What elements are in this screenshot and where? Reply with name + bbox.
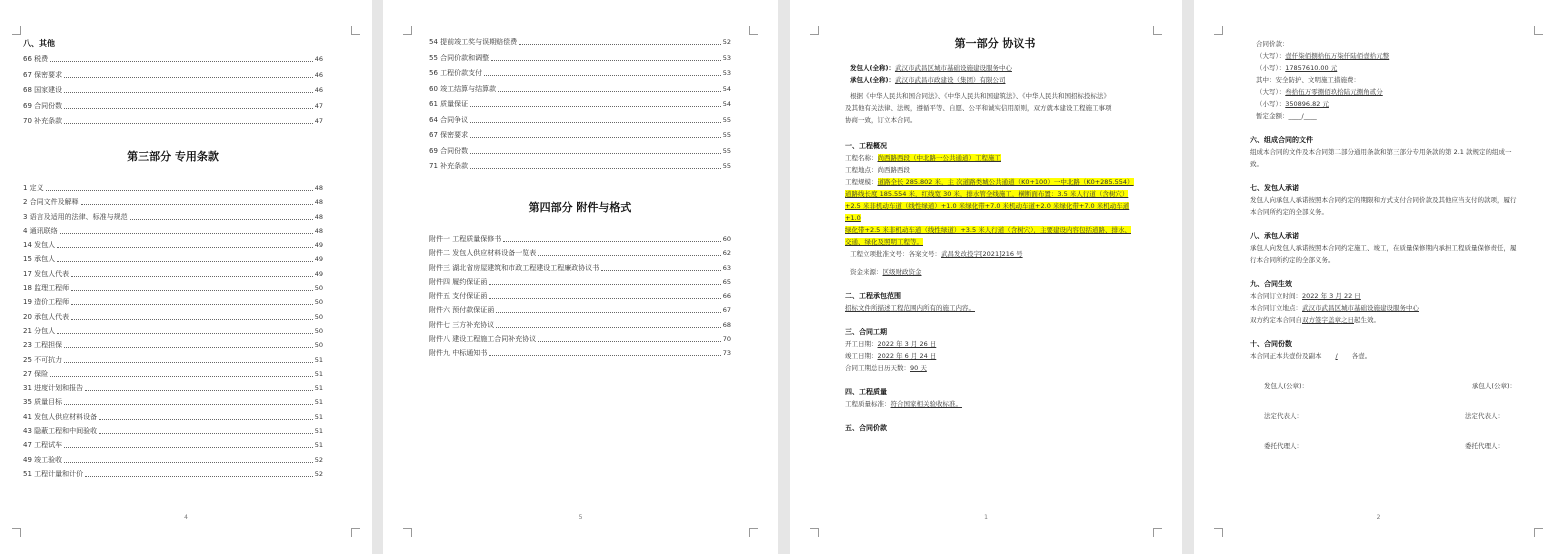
toc-leader: [489, 298, 720, 299]
page-corner-mark: [810, 26, 819, 35]
toc-leader: [470, 137, 721, 138]
toc-entry-label: 附件八 建设工程施工合同补充协议: [429, 335, 537, 344]
toc-entry[interactable]: [23, 227, 323, 236]
toc-entry-label: 43 隐蔽工程和中间验收: [23, 427, 98, 436]
toc-entry-page: 51: [314, 355, 323, 364]
body-text: 发包人向承包人承诺按照本合同约定的期限和方式支付合同价款及其他应当支付的款项，履行: [1250, 196, 1517, 204]
body-text: 行本合同所约定的全部义务。: [1250, 256, 1335, 264]
document-page-4: [0, 0, 372, 554]
toc-entry-label: 68 国家建设: [23, 86, 63, 94]
toc-entry-page: 52: [314, 455, 323, 464]
toc-leader: [64, 362, 313, 363]
section-title: 三、合同工期: [845, 328, 887, 336]
field-label: （大写）：: [1256, 52, 1286, 60]
toc-leader: [130, 219, 313, 220]
toc-entry-page: 62: [722, 249, 731, 258]
field-label: 双方约定本合同自: [1250, 316, 1302, 324]
toc-entry-label: 67 保密要求: [23, 70, 63, 79]
field-label: 工程规模：: [845, 178, 878, 186]
toc-entry[interactable]: [23, 55, 323, 64]
part-title: 第三部分 专用条款: [127, 150, 219, 163]
toc-entry[interactable]: [23, 427, 323, 436]
section-title: 十、合同份数: [1250, 340, 1292, 348]
contractor-label: 承包人(全称)：: [850, 76, 895, 84]
body-text: 承包人向发包人承诺按照本合同约定施工、竣工，在质量保修期内承担工程质量保修责任，履: [1250, 244, 1517, 252]
section-title: 四、工程质量: [845, 388, 887, 396]
toc-entry-page: 49: [314, 241, 323, 250]
section-title: 八、承包人承诺: [1250, 232, 1299, 240]
page-2-body: [1250, 38, 1544, 452]
employer-value: 武汉市武昌区城市基础设施建设服务中心: [894, 64, 1012, 72]
toc-entry[interactable]: [23, 213, 323, 222]
toc-entry-label: 3 语言及适用的法律、标准与规范: [23, 212, 128, 221]
project-scope: 道路全长 285.802 米，主 次道路类城公共通道（K0+100）一中北路（K0+285.554）: [877, 178, 1134, 186]
toc-entry-page: 51: [314, 441, 323, 450]
fund-source: 区级财政资金: [882, 268, 922, 276]
effective-condition: 双方签字盖章之日: [1302, 316, 1354, 324]
toc-entry[interactable]: [429, 278, 731, 287]
contractor-value: 武汉市武昌市政建设（集团）有限公司: [894, 76, 1006, 84]
page-corner-mark: [12, 26, 21, 35]
section-title: 一、工程概况: [845, 142, 887, 150]
page-corner-mark: [1153, 528, 1162, 537]
toc-entry-page: 70: [722, 335, 731, 344]
toc-leader: [470, 122, 721, 123]
page-number: 1: [984, 514, 988, 521]
toc-entry-label: 附件四 履约保证函: [429, 277, 488, 286]
toc-entry-label: 35 质量目标: [23, 398, 63, 407]
toc-entry-page: 73: [722, 349, 731, 358]
contract-price-words: 壹仟柒佰捌拾伍万柒仟陆佰壹拾元整: [1285, 52, 1390, 60]
signature-row: [1250, 410, 1544, 422]
copies-blank: /: [1335, 352, 1338, 360]
project-scope: 绿化带+2.5 米非机动车道（线性绿道）+3.5 米人行道（含树穴），主要建设内容包括道路、排水、: [845, 226, 1131, 234]
safety-fee-number: 350896.82 元: [1285, 100, 1329, 108]
toc-entry-label: 18 监理工程师: [23, 284, 70, 293]
toc-entry-page: 51: [314, 384, 323, 393]
toc-entry-label: 47 工程试车: [23, 441, 63, 450]
toc-leader: [498, 91, 721, 92]
toc-entry-label: 17 发包人代表: [23, 269, 70, 278]
toc-leader: [496, 312, 720, 313]
toc-entry[interactable]: [429, 335, 731, 344]
signing-date: 2022 年 3 月 22 日: [1302, 292, 1361, 300]
project-location: 工程地点：尚西路西段: [845, 166, 910, 174]
toc-entry-label: 附件三 湖北省房屋建筑和市政工程建设工程廉政协议书: [429, 263, 600, 272]
toc-entry[interactable]: [23, 470, 323, 479]
toc-leader: [71, 276, 313, 277]
toc-leader: [519, 44, 721, 45]
toc-entry-label: 69 合同份数: [23, 101, 63, 110]
toc-entry-page: 55: [722, 131, 731, 139]
toc-entry-label: 23 工程担保: [23, 341, 63, 350]
toc-entry[interactable]: [23, 441, 323, 450]
body-text: 本合同所约定的全部义务。: [1250, 208, 1328, 216]
toc-entry[interactable]: [23, 198, 323, 207]
toc-entry[interactable]: [429, 38, 731, 47]
toc-leader: [538, 255, 720, 256]
toc-entry-page: 55: [722, 115, 731, 124]
page-corner-mark: [1534, 26, 1543, 35]
preamble-line: 协商一致，订立本合同。: [845, 116, 917, 124]
contractor-seal-label: 承包人(公章)：: [1471, 382, 1516, 390]
toc-leader: [99, 433, 313, 434]
safety-fee-words: 叁拾伍万零捌佰玖拾陆元捌角贰分: [1285, 88, 1383, 96]
field-label: （小写）：: [1256, 64, 1286, 72]
toc-entry[interactable]: [429, 349, 731, 358]
toc-leader: [85, 476, 313, 477]
section-title: 二、工程承包范围: [845, 292, 901, 300]
body-text: 本合同正本共壹份及副本: [1250, 352, 1322, 360]
toc-entry-page: 52: [314, 469, 323, 478]
toc-entry-label: 49 竣工验收: [23, 455, 63, 464]
toc-leader: [491, 60, 721, 61]
toc-entry-label: 19 造价工程师: [23, 298, 70, 307]
toc-entry-label: 4 通讯联络: [23, 226, 58, 235]
toc-leader: [50, 61, 313, 62]
field-label: 工程名称：: [845, 154, 878, 162]
toc-entry[interactable]: [23, 255, 323, 264]
toc-entry[interactable]: [23, 341, 323, 350]
toc-leader: [64, 77, 313, 78]
toc-entry-label: 14 发包人: [23, 241, 56, 250]
employer-label: 发包人(全称)：: [850, 64, 895, 72]
field-label: 工程立项批准文号：各案文号：: [850, 250, 941, 258]
toc-list: [429, 38, 731, 171]
toc-leader: [60, 233, 313, 234]
toc-entry-page: 50: [314, 312, 323, 321]
toc-entry[interactable]: [429, 147, 731, 156]
toc-leader: [46, 190, 313, 191]
toc-entry-label: 20 承包人代表: [23, 312, 70, 321]
toc-entry-label: 60 竣工结算与结算款: [429, 84, 497, 93]
toc-entry-label: 25 不可抗力: [23, 355, 63, 364]
page-1-body: [845, 38, 1145, 434]
toc-entry-page: 48: [314, 226, 323, 235]
signature-row: [1250, 440, 1544, 452]
part-title: 第四部分 附件与格式: [528, 201, 632, 214]
toc-entry[interactable]: [23, 413, 323, 422]
section-title: 九、合同生效: [1250, 280, 1292, 288]
toc-entry[interactable]: [23, 184, 323, 193]
toc-entry[interactable]: [429, 235, 731, 244]
toc-entry[interactable]: [429, 85, 731, 94]
body-text: 组成本合同的文件及本合同第二部分通用条款和第三部分专用条款的第 2.1 款规定的组成一: [1250, 148, 1512, 156]
body-text: 致。: [1250, 160, 1263, 168]
toc-entry[interactable]: [429, 292, 731, 301]
toc-entry-page: 65: [722, 277, 731, 286]
toc-entry-page: 63: [722, 263, 731, 272]
page-corner-mark: [12, 528, 21, 537]
toc-leader: [57, 247, 313, 248]
field-label: 资金来源：: [850, 268, 883, 276]
toc-entry-page: 48: [314, 198, 323, 207]
toc-entry-label: 15 承包人: [23, 255, 56, 264]
page-corner-mark: [351, 528, 360, 537]
toc-entry[interactable]: [23, 456, 323, 465]
toc-leader: [601, 270, 720, 271]
body-text: 各壹。: [1351, 352, 1372, 360]
toc-entry[interactable]: [429, 100, 731, 109]
document-page-5: [383, 0, 778, 554]
toc-entry[interactable]: [23, 398, 323, 407]
document-page-1: [790, 0, 1182, 554]
toc-leader: [57, 333, 313, 334]
toc-entry-label: 71 补充条款: [429, 162, 469, 170]
toc-entry-page: 53: [722, 69, 731, 77]
toc-entry-page: 48: [314, 212, 323, 221]
toc-entry-page: 50: [314, 341, 323, 350]
field-label: 其中：安全防护、文明施工措施费：: [1256, 76, 1360, 84]
toc-entry-page: 51: [314, 427, 323, 436]
preamble-line: 及其他有关法律、法规，遵循平等、自愿、公平和诚实信用原则，双方就本建设工程施工事项: [845, 104, 1112, 112]
field-tail: 起生效。: [1354, 316, 1380, 324]
start-date: 2022 年 3 月 26 日: [877, 340, 937, 348]
page-corner-mark: [351, 26, 360, 35]
section-title: 五、合同价款: [845, 424, 887, 432]
preamble-line: 根据《中华人民共和国合同法》、《中华人民共和国建筑法》、《中华人民共和国招标投标法》: [850, 92, 1110, 100]
toc-entry-page: 49: [314, 255, 323, 264]
field-label: 开工日期：: [845, 340, 878, 348]
toc-entry-page: 60: [722, 235, 731, 243]
contract-price-number: 17857610.00 元: [1285, 64, 1338, 72]
page-corner-mark: [1534, 528, 1543, 537]
toc-entry[interactable]: [23, 370, 323, 379]
page-5-body: [429, 38, 731, 364]
field-label: 合同价款：: [1256, 40, 1289, 48]
toc-leader: [470, 153, 721, 154]
toc-entry-label: 55 合同价款和调整: [429, 53, 490, 62]
toc-entry[interactable]: [429, 249, 731, 258]
toc-entry-label: 27 保险: [23, 369, 49, 378]
page-corner-mark: [749, 26, 758, 35]
page-corner-mark: [1153, 26, 1162, 35]
page-number: 4: [184, 514, 188, 521]
toc-entry-page: 68: [722, 320, 731, 329]
agent-label: 委托代理人：: [1264, 442, 1303, 450]
toc-entry-label: 41 发包人供应材料设备: [23, 412, 98, 421]
toc-entry-page: 67: [722, 306, 731, 315]
toc-leader: [71, 304, 313, 305]
part-title: 第一部分 协议书: [954, 37, 1036, 50]
toc-entry[interactable]: [429, 116, 731, 125]
employer-seal-label: 发包人(公章)：: [1264, 382, 1309, 390]
page-number: 5: [578, 514, 583, 521]
toc-entry-page: 50: [314, 298, 323, 307]
toc-entry-label: 66 税费: [23, 55, 49, 63]
page-corner-mark: [403, 26, 412, 35]
toc-entry-label: 附件九 中标通知书: [429, 349, 488, 358]
legal-rep-label: 法定代表人：: [1264, 412, 1303, 420]
page-corner-mark: [810, 528, 819, 537]
field-label: 暂定金额：: [1256, 112, 1289, 120]
toc-entry-page: 49: [314, 269, 323, 278]
toc-entry-label: 附件二 发包人供应材料设备一览表: [429, 249, 537, 258]
page-corner-mark: [403, 528, 412, 537]
toc-entry-page: 51: [314, 369, 323, 378]
toc-leader: [99, 419, 313, 420]
toc-entry[interactable]: [23, 313, 323, 322]
page-corner-mark: [1214, 528, 1223, 537]
toc-entry-page: 47: [314, 101, 323, 110]
toc-leader: [57, 261, 313, 262]
toc-entry[interactable]: [429, 321, 731, 330]
toc-entry[interactable]: [23, 102, 323, 111]
toc-entry[interactable]: [23, 270, 323, 279]
toc-entry-page: 54: [722, 84, 731, 93]
toc-leader: [64, 123, 313, 124]
toc-leader: [489, 355, 720, 356]
document-page-2: [1194, 0, 1563, 554]
field-label: 本合同订立地点：: [1250, 304, 1302, 312]
toc-entry-label: 56 工程价款支付: [429, 69, 483, 77]
toc-entry-page: 50: [314, 326, 323, 335]
toc-entry[interactable]: [23, 284, 323, 293]
provisional-amount: ____/____: [1288, 112, 1317, 120]
field-label: （大写）：: [1256, 88, 1286, 96]
toc-leader: [503, 241, 720, 242]
quality-standard: 符合国家相关验收标准。: [890, 400, 962, 408]
toc-entry[interactable]: [429, 306, 731, 315]
agent-label: 委托代理人：: [1465, 442, 1504, 450]
toc-leader: [64, 92, 313, 93]
approval-number: 武昌发改投字[2021]216 号: [941, 250, 1023, 258]
toc-list: [23, 184, 323, 479]
section-title: 七、发包人承诺: [1250, 184, 1299, 192]
page-corner-mark: [1214, 26, 1223, 35]
toc-leader: [64, 347, 313, 348]
toc-leader: [85, 390, 313, 391]
toc-leader: [64, 462, 313, 463]
toc-entry-label: 21 分包人: [23, 326, 56, 335]
toc-entry[interactable]: [23, 117, 323, 126]
toc-entry-label: 1 定义: [23, 184, 44, 192]
toc-entry[interactable]: [23, 71, 323, 80]
toc-list: [23, 55, 323, 126]
project-scope: 交通、绿化及照明工程等。: [845, 238, 923, 246]
section-title: 六、组成合同的文件: [1250, 136, 1313, 144]
toc-entry[interactable]: [429, 264, 731, 273]
scope-text: 招标文件所描述工程范围内所有的施工内容。: [845, 304, 975, 312]
toc-leader: [64, 404, 313, 405]
toc-entry-page: 46: [314, 86, 323, 94]
toc-entry-page: 51: [314, 398, 323, 407]
toc-entry-label: 附件一 工程质量保修书: [429, 235, 502, 243]
toc-entry[interactable]: [429, 131, 731, 140]
toc-list: [429, 235, 731, 358]
toc-entry-page: 47: [314, 117, 323, 125]
toc-entry[interactable]: [429, 54, 731, 63]
toc-leader: [71, 319, 313, 320]
field-label: 工程质量标准：: [845, 400, 891, 408]
toc-entry-label: 2 合同文件及解释: [23, 198, 79, 207]
field-label: 合同工期总日历天数：: [845, 364, 910, 372]
page-4-body: [23, 38, 323, 484]
signature-row: [1250, 380, 1544, 392]
toc-entry-page: 54: [722, 100, 731, 108]
toc-entry-page: 66: [722, 292, 731, 301]
toc-entry-page: 51: [314, 412, 323, 421]
page-number: 2: [1376, 514, 1381, 521]
toc-leader: [81, 204, 313, 205]
toc-leader: [71, 290, 313, 291]
toc-entry-page: 55: [722, 162, 731, 170]
toc-leader: [484, 75, 721, 76]
project-scope: 道路线长度 185.554 米，红线宽 30 米，排水管全线施工，横断面布置：3.5 米人行道（含树穴）: [845, 190, 1129, 198]
toc-entry-label: 51 工程计量和计价: [23, 469, 84, 478]
toc-entry-label: 69 合同份数: [429, 146, 469, 155]
page-corner-mark: [749, 528, 758, 537]
toc-leader: [538, 341, 720, 342]
toc-entry-label: 67 保密要求: [429, 131, 469, 139]
toc-entry[interactable]: [23, 327, 323, 336]
field-label: （小写）：: [1256, 100, 1286, 108]
legal-rep-label: 法定代表人：: [1465, 412, 1504, 420]
toc-leader: [496, 327, 720, 328]
toc-entry[interactable]: [23, 298, 323, 307]
toc-leader: [64, 108, 313, 109]
toc-entry[interactable]: [23, 356, 323, 365]
toc-entry-page: 46: [314, 55, 323, 63]
toc-entry[interactable]: [23, 241, 323, 250]
toc-entry-page: 50: [314, 284, 323, 293]
toc-entry-label: 70 补充条款: [23, 117, 63, 125]
toc-leader: [470, 168, 721, 169]
toc-entry-label: 附件六 预付款保证函: [429, 306, 495, 315]
toc-entry-label: 61 质量保证: [429, 100, 469, 108]
project-name: 尚西路西段（中北路一公共通道）工程施工: [877, 154, 1001, 162]
total-days: 90 天: [910, 364, 927, 372]
toc-entry[interactable]: [429, 162, 731, 171]
toc-entry-label: 54 提前竣工奖与误期赔偿费: [429, 38, 518, 46]
toc-heading: 八、其他: [23, 39, 55, 48]
project-scope: +2.5 米非机动车道（线性绿道）+1.0 米绿化带+7.0 米机动车道+2.0 米绿化带+7.0 米机动车道+1.0: [845, 202, 1130, 222]
toc-leader: [64, 447, 313, 448]
toc-entry-page: 55: [722, 146, 731, 155]
toc-entry-page: 53: [722, 53, 731, 62]
toc-entry-page: 46: [314, 70, 323, 79]
toc-leader: [470, 106, 721, 107]
end-date: 2022 年 6 月 24 日: [877, 352, 937, 360]
toc-entry-page: 52: [722, 38, 731, 46]
field-label: 本合同订立时间：: [1250, 292, 1302, 300]
toc-entry[interactable]: [23, 86, 323, 95]
toc-entry-label: 64 合同争议: [429, 115, 469, 124]
toc-entry[interactable]: [23, 384, 323, 393]
toc-entry-page: 48: [314, 184, 323, 192]
toc-entry-label: 附件五 支付保证函: [429, 292, 488, 301]
toc-leader: [50, 376, 313, 377]
toc-entry-label: 附件七 三方补充协议: [429, 320, 495, 329]
field-label: 竣工日期：: [845, 352, 878, 360]
signing-place: 武汉市武昌区城市基础设施建设服务中心: [1302, 304, 1419, 312]
toc-leader: [489, 284, 720, 285]
toc-entry[interactable]: [429, 69, 731, 78]
toc-entry-label: 31 进度计划和报告: [23, 384, 84, 393]
